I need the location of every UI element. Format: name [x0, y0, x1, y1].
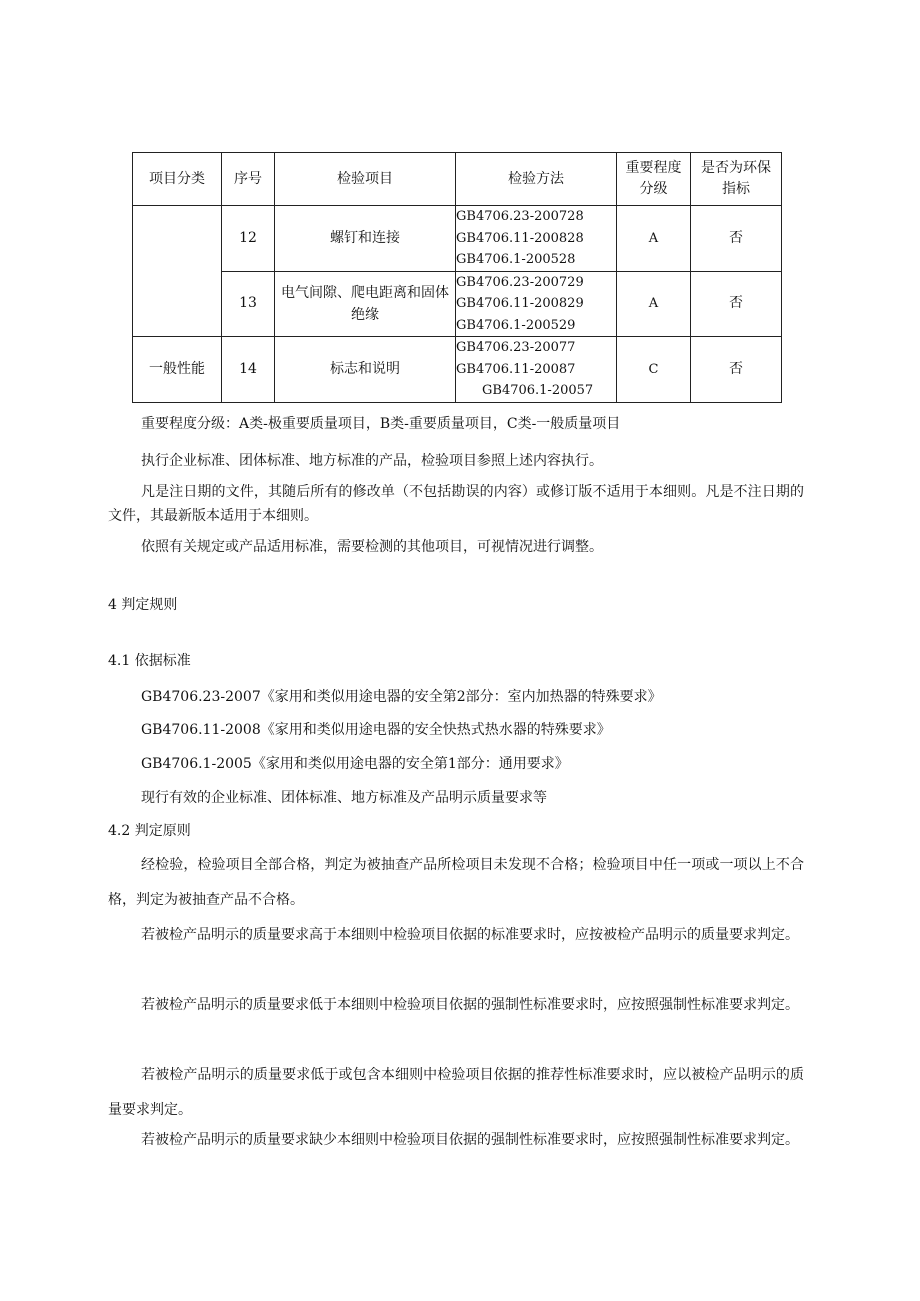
header-no: 序号 — [222, 153, 275, 206]
no-cell: 13 — [222, 271, 275, 337]
table-row — [133, 206, 782, 272]
standard-item: GB4706.1-2005《家用和类似用途电器的安全第1部分：通用要求》 — [141, 756, 569, 772]
header-method: 检验方法 — [456, 153, 617, 206]
section-4-1-title: 4.1 依据标准 — [108, 653, 191, 669]
principle-paragraph: 若被检产品明示的质量要求低于本细则中检验项目依据的强制性标准要求时，应按照强制性标准要求判定。 — [141, 997, 799, 1013]
grade-cell: A — [617, 271, 691, 337]
method-line: GB4706.23-20077 — [456, 340, 576, 356]
table-row — [133, 271, 782, 337]
header-category: 项目分类 — [133, 153, 222, 206]
method-line: GB4706.23-200728 — [456, 209, 584, 224]
method-line: GB4706.11-200828 — [456, 230, 584, 246]
adjust-note: 依照有关规定或产品适用标准，需要检测的其他项目，可视情况进行调整。 — [141, 539, 603, 555]
standard-item: 现行有效的企业标准、团体标准、地方标准及产品明示质量要求等 — [141, 790, 547, 806]
principle-paragraph: 若被检产品明示的质量要求高于本细则中检验项目依据的标准要求时，应按被检产品明示的质量要求判定。 — [141, 927, 799, 943]
method-cell — [456, 337, 617, 403]
item-cell: 电气间隙、爬电距离和固体绝缘 — [275, 271, 456, 337]
grade-cell: A — [617, 206, 691, 272]
category-cell: 一般性能 — [133, 337, 222, 403]
item-cell: 标志和说明 — [275, 337, 456, 403]
header-item: 检验项目 — [275, 153, 456, 206]
grade-note: 重要程度分级：A类-极重要质量项目，B类-重要质量项目，C类-一般质量项目 — [141, 416, 621, 432]
item-cell: 螺钉和连接 — [275, 206, 456, 272]
enterprise-note: 执行企业标准、团体标准、地方标准的产品，检验项目参照上述内容执行。 — [141, 453, 603, 469]
method-cell — [456, 271, 617, 337]
inspection-table — [132, 152, 782, 403]
table-row — [133, 337, 782, 403]
header-env: 是否为环保指标 — [691, 153, 782, 206]
no-cell: 12 — [222, 206, 275, 272]
standard-item: GB4706.23-2007《家用和类似用途电器的安全第2部分：室内加热器的特殊要求》 — [141, 689, 662, 705]
method-line: GB4706.23-200729 — [456, 274, 584, 290]
standard-item: GB4706.11-2008《家用和类似用途电器的安全快热式热水器的特殊要求》 — [141, 722, 611, 738]
section-4-2-title: 4.2 判定原则 — [108, 823, 191, 839]
category-cell — [133, 206, 222, 337]
section-4-title: 4 判定规则 — [108, 597, 178, 613]
no-cell: 14 — [222, 337, 275, 403]
dated-note: 凡是注日期的文件，其随后所有的修改单（不包括勘误的内容）或修订版不适用于本细则。凡是不注日期的文件，其最新版本适用于本细则。 — [108, 484, 804, 524]
method-line: GB4706.1-200529 — [456, 317, 576, 333]
method-line: GB4706.11-20087 — [456, 361, 576, 377]
env-cell: 否 — [691, 206, 782, 272]
method-cell — [456, 206, 617, 272]
principle-paragraph: 若被检产品明示的质量要求低于或包含本细则中检验项目依据的推荐性标准要求时，应以被检产品明示的质量要求判定。 — [108, 1067, 804, 1118]
method-line: GB4706.1-200528 — [456, 252, 576, 267]
method-line: GB4706.1-20057 — [482, 383, 594, 399]
grade-cell: C — [617, 337, 691, 403]
table-header-row — [133, 153, 782, 206]
method-line: GB4706.11-200829 — [456, 296, 584, 311]
env-cell: 否 — [691, 271, 782, 337]
header-grade: 重要程度分级 — [617, 153, 691, 206]
principle-paragraph: 若被检产品明示的质量要求缺少本细则中检验项目依据的强制性标准要求时，应按照强制性标准要求判定。 — [141, 1132, 799, 1148]
principle-paragraph: 经检验，检验项目全部合格，判定为被抽查产品所检项目未发现不合格；检验项目中任一项或一项以上不合格，判定为被抽查产品不合格。 — [108, 857, 804, 908]
env-cell: 否 — [691, 337, 782, 403]
